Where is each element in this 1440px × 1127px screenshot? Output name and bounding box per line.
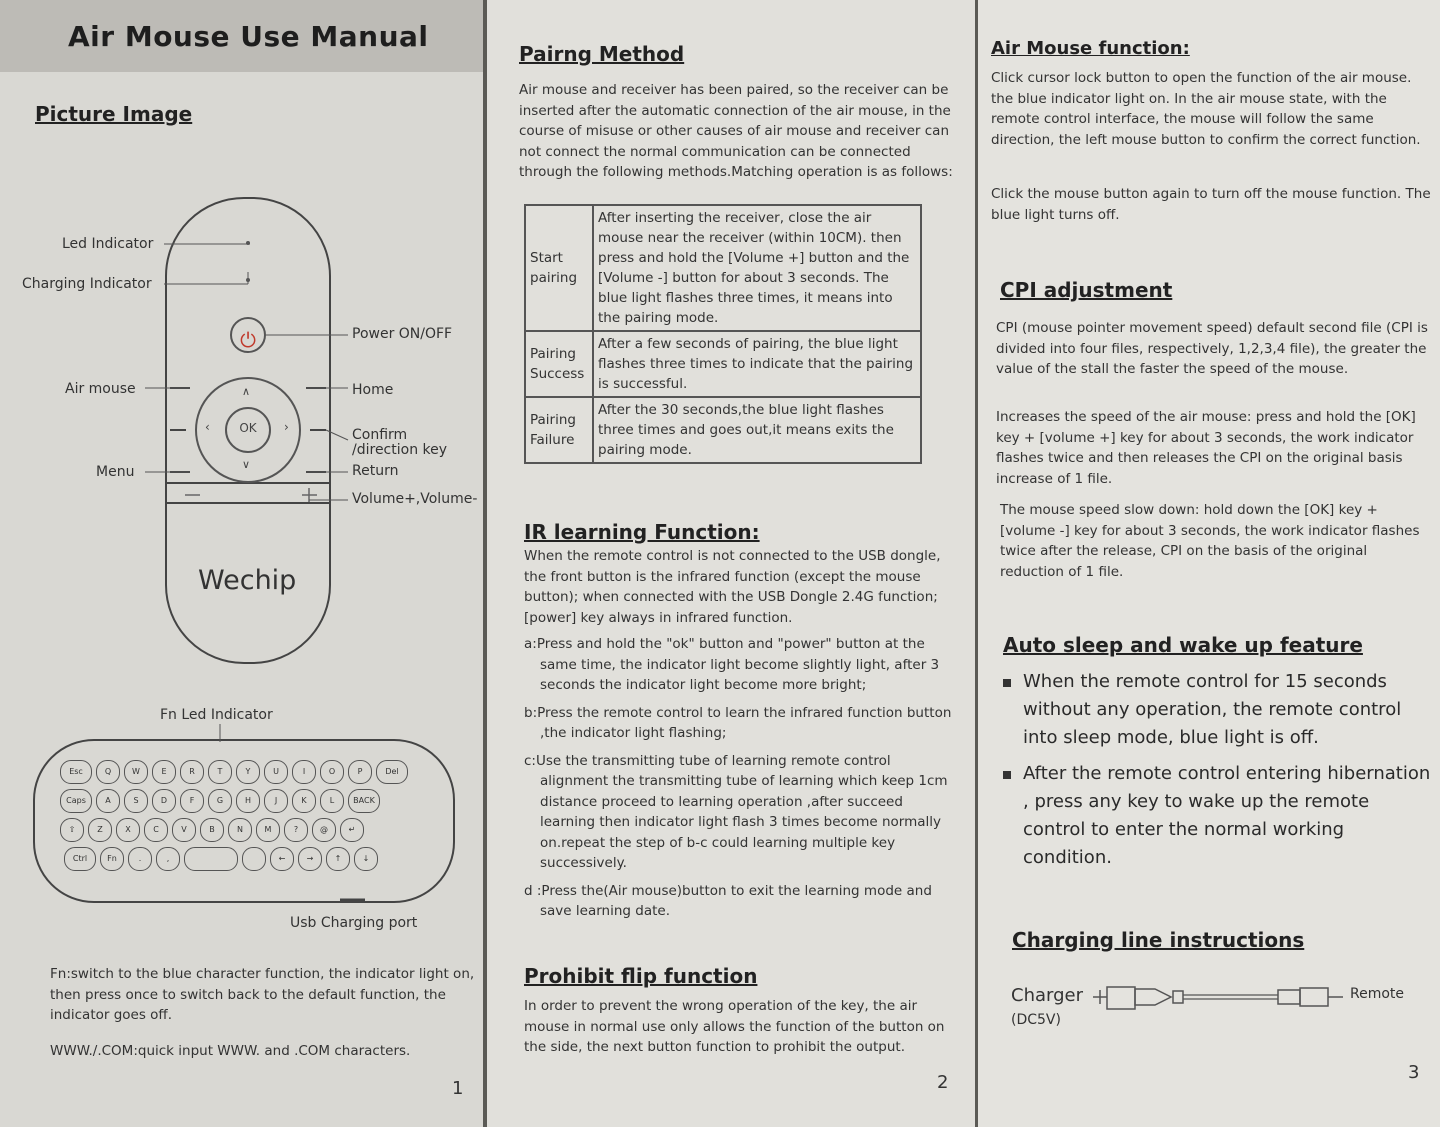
home-label: Home bbox=[352, 382, 394, 398]
flip-text: In order to prevent the wrong operation of the key, the air mouse in normal use only allows the function of the button on the side, the next button function to prohibit the output. bbox=[524, 998, 945, 1055]
table-cell-key: Pairing Failure bbox=[525, 397, 593, 463]
keyboard-key: M bbox=[256, 818, 280, 842]
keyboard-key: ? bbox=[284, 818, 308, 842]
ir-step-d: d :Press the(Air mouse)button to exit the learning mode and save learning date. bbox=[524, 882, 932, 919]
usb-port-label: Usb Charging port bbox=[290, 915, 418, 931]
manual-page-2 bbox=[487, 0, 975, 1127]
volume-label: Volume+,Volume- bbox=[352, 491, 478, 507]
keyboard-key: BACK bbox=[348, 789, 380, 813]
sleep-bullet-list bbox=[1003, 668, 1435, 880]
keyboard-key: ↓ bbox=[354, 847, 378, 871]
keyboard-key: R bbox=[180, 760, 204, 784]
table-cell-desc: After the 30 seconds,the blue light flashes three times and goes out,it means exits the pairing mode. bbox=[593, 397, 921, 463]
table-row bbox=[525, 205, 921, 331]
table-cell-desc: After inserting the receiver, close the air mouse near the receiver (within 10CM). then press and hold the [Volume +] button and the [Volume -] button for about 3 seconds. The blue light flashes three times, it means into the pairing mode. bbox=[593, 205, 921, 331]
keyboard-key: , bbox=[156, 847, 180, 871]
keyboard-key: K bbox=[292, 789, 316, 813]
table-row bbox=[525, 331, 921, 397]
manual-page-1 bbox=[0, 0, 483, 1127]
keyboard-key: → bbox=[298, 847, 322, 871]
ok-key-label: OK bbox=[239, 421, 257, 435]
keyboard-key: A bbox=[96, 789, 120, 813]
keyboard-key: D bbox=[152, 789, 176, 813]
keyboard-row bbox=[60, 847, 450, 871]
air-mouse-function-heading: Air Mouse function: bbox=[991, 38, 1190, 59]
charging-indicator-label: Charging Indicator bbox=[22, 276, 152, 292]
keyboard-key: Ctrl bbox=[64, 847, 96, 871]
keyboard-key: G bbox=[208, 789, 232, 813]
sleep-bullet-1-text: When the remote control for 15 seconds without any operation, the remote control into sleep mode, blue light is off. bbox=[1023, 671, 1402, 748]
keyboard-key: X bbox=[116, 818, 140, 842]
keyboard-row bbox=[60, 818, 450, 842]
bullet-icon bbox=[1003, 679, 1011, 687]
auto-sleep-heading: Auto sleep and wake up feature bbox=[1003, 633, 1363, 657]
list-item bbox=[1003, 668, 1435, 752]
keyboard-key: I bbox=[292, 760, 316, 784]
air-mouse-label: Air mouse bbox=[65, 381, 136, 397]
right-arrow-icon: › bbox=[284, 420, 289, 434]
cpi-paragraph-1: CPI (mouse pointer movement speed) default second file (CPI is divided into four files, respectively, 1,2,3,4 file), the greater the value of the stall the faster the speed of the mouse. bbox=[996, 320, 1428, 377]
keyboard-row bbox=[60, 760, 450, 784]
keyboard-key: E bbox=[152, 760, 176, 784]
charger-label: Charger bbox=[1011, 985, 1083, 1006]
manual-page-3 bbox=[978, 0, 1440, 1127]
keyboard-key: N bbox=[228, 818, 252, 842]
keyboard-key: V bbox=[172, 818, 196, 842]
keyboard-key bbox=[242, 847, 266, 871]
pairing-table bbox=[524, 204, 922, 464]
www-note: WWW./.COM:quick input WWW. and .COM characters. bbox=[50, 1043, 411, 1059]
charging-cable-icon bbox=[1093, 980, 1351, 1016]
ir-step-a: a:Press and hold the "ok" button and "power" button at the same time, the indicator light become slightly light, after 3 seconds the indicator light become more bright; bbox=[524, 636, 940, 693]
table-cell-desc: After a few seconds of pairing, the blue light flashes three times to indicate that the pairing is successful. bbox=[593, 331, 921, 397]
pairing-table-wrap bbox=[524, 204, 922, 464]
pairing-heading: Pairng Method bbox=[519, 42, 685, 66]
power-label: Power ON/OFF bbox=[352, 326, 453, 342]
bullet-icon bbox=[1003, 771, 1011, 779]
keyboard-key: W bbox=[124, 760, 148, 784]
keyboard-key: . bbox=[128, 847, 152, 871]
sleep-bullet-2-text: After the remote control entering hibernation , press any key to wake up the remote control to enter the normal working condition. bbox=[1023, 763, 1431, 868]
cpi-paragraph-2: Increases the speed of the air mouse: press and hold the [OK] key + [volume +] key for about 3 seconds, the work indicator flashes twice and then releases the CPI on the original basis increase of 1 file. bbox=[996, 409, 1416, 487]
keyboard-key: ↑ bbox=[326, 847, 350, 871]
list-item bbox=[1003, 760, 1435, 872]
keyboard-key: H bbox=[236, 789, 260, 813]
keyboard-key: ↵ bbox=[340, 818, 364, 842]
up-arrow-icon: ∧ bbox=[242, 385, 251, 398]
table-row bbox=[525, 397, 921, 463]
keyboard-key: U bbox=[264, 760, 288, 784]
table-cell-key: Start pairing bbox=[525, 205, 593, 331]
air-mouse-paragraph-1: Click cursor lock button to open the function of the air mouse. the blue indicator light on. In the air mouse state, with the remote control interface, the mouse will follow the same direction, the left mouse button to confirm the correct function. bbox=[991, 70, 1421, 148]
keyboard-key: Z bbox=[88, 818, 112, 842]
cpi-paragraph-3: The mouse speed slow down: hold down the [OK] key + [volume -] key for about 3 seconds, the work indicator flashes twice after the release, CPI on the basis of the original reduction of 1 file. bbox=[1000, 502, 1420, 580]
picture-image-heading: Picture Image bbox=[35, 102, 193, 126]
keyboard-key: ⇧ bbox=[60, 818, 84, 842]
charging-line-heading: Charging line instructions bbox=[1012, 928, 1305, 952]
keyboard-key: ← bbox=[270, 847, 294, 871]
table-cell-key: Pairing Success bbox=[525, 331, 593, 397]
remote-label: Remote bbox=[1350, 986, 1405, 1002]
ir-step-b: b:Press the remote control to learn the infrared function button ,the indicator light flashing; bbox=[524, 704, 952, 741]
down-arrow-icon: ∨ bbox=[242, 458, 251, 471]
flip-heading: Prohibit flip function bbox=[524, 964, 758, 988]
ir-step-c: c:Use the transmitting tube of learning remote control alignment the transmitting tube of learning which keep 1cm distance proceed to learning operation ,after succeed learning then indicator light flash 3 times become normally on.repeat the step of b-c could learning multiple key successively. bbox=[524, 752, 948, 871]
keyboard-keys bbox=[60, 760, 450, 876]
charger-spec: (DC5V) bbox=[1011, 1012, 1061, 1028]
keyboard-row bbox=[60, 789, 450, 813]
power-icon: ⏻ bbox=[240, 328, 256, 352]
pairing-intro: Air mouse and receiver has been paired, so the receiver can be inserted after the automatic connection of the air mouse, in the course of misuse or other causes of air mouse and receiver can not connect the normal communication can be connected through the following methods.Matching operation is as follows: bbox=[519, 82, 953, 180]
ir-learning-heading: IR learning Function: bbox=[524, 520, 760, 544]
ir-intro: When the remote control is not connected to the USB dongle, the front button is the infrared function (except the mouse button); when connected with the USB Dongle 2.4G function; [power] key always in infrared function. bbox=[524, 548, 941, 626]
air-mouse-paragraph-2: Click the mouse button again to turn off the mouse function. The blue light turns off. bbox=[991, 186, 1431, 223]
keyboard-key: S bbox=[124, 789, 148, 813]
keyboard-key: Esc bbox=[60, 760, 92, 784]
manual-title: Air Mouse Use Manual bbox=[68, 20, 429, 53]
fn-note: Fn:switch to the blue character function, the indicator light on, then press once to switch back to the default function, the indicator goes off. bbox=[50, 966, 475, 1023]
left-arrow-icon: ‹ bbox=[205, 420, 210, 434]
fn-led-label: Fn Led Indicator bbox=[160, 707, 273, 723]
menu-label: Menu bbox=[96, 464, 135, 480]
keyboard-key: B bbox=[200, 818, 224, 842]
led-indicator-label: Led Indicator bbox=[62, 236, 154, 252]
confirm-label: Confirm bbox=[352, 427, 408, 443]
brand-logo: Wechip bbox=[198, 565, 297, 596]
cpi-heading: CPI adjustment bbox=[1000, 278, 1173, 302]
keyboard-key: J bbox=[264, 789, 288, 813]
keyboard-key: Fn bbox=[100, 847, 124, 871]
keyboard-key: F bbox=[180, 789, 204, 813]
remote-diagram bbox=[0, 190, 483, 680]
keyboard-key: Q bbox=[96, 760, 120, 784]
page-number-2: 2 bbox=[937, 1072, 949, 1093]
keyboard-key: @ bbox=[312, 818, 336, 842]
keyboard-key: C bbox=[144, 818, 168, 842]
keyboard-key: L bbox=[320, 789, 344, 813]
page-number-1: 1 bbox=[452, 1078, 464, 1099]
keyboard-key: O bbox=[320, 760, 344, 784]
keyboard-key: Y bbox=[236, 760, 260, 784]
keyboard-key: T bbox=[208, 760, 232, 784]
return-label: Return bbox=[352, 463, 399, 479]
keyboard-key: P bbox=[348, 760, 372, 784]
keyboard-key: Del bbox=[376, 760, 408, 784]
keyboard-key: Caps bbox=[60, 789, 92, 813]
page-number-3: 3 bbox=[1408, 1062, 1420, 1083]
keyboard-key bbox=[184, 847, 238, 871]
direction-key-label: /direction key bbox=[352, 442, 448, 458]
ir-steps-list bbox=[524, 634, 956, 929]
